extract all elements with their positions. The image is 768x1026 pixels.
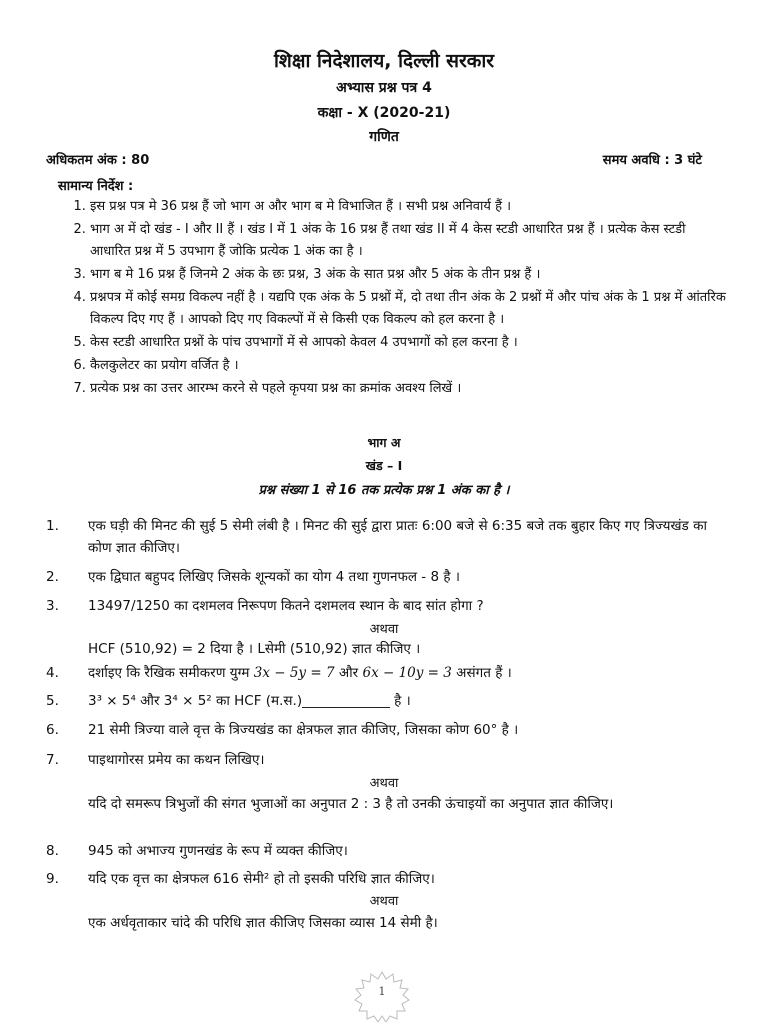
part-heading: भाग अ <box>367 435 401 450</box>
question-number: 1. <box>46 518 59 534</box>
instruction-item: 2. भाग अ में दो खंड - I और II हैं । खंड I में 1 अंक के 16 प्रश्न हैं तथा खंड II में 4 केस स्टडी आधारित प्रश्न हैं । प्रत्येक केस स्टडी आधारित प्रश्न में 5 उपभाग हैं जोकि प्रत्येक 1 अंक का है । <box>90 219 730 263</box>
equation-1: 3x − 5y = 7 <box>253 665 335 681</box>
instruction-item: 5. केस स्टडी आधारित प्रश्नों के पांच उपभागों में से आपको केवल 4 उपभागों को हल करना है । <box>90 332 730 354</box>
question-number: 3. <box>46 598 59 614</box>
question-number: 8. <box>46 843 59 859</box>
general-instructions-list <box>68 196 730 401</box>
question-number: 4. <box>46 665 59 681</box>
alternate-question: यदि दो समरूप त्रिभुजों की संगत भुजाओं का अनुपात 2 : 3 है तो उनकी ऊंचाइयों का अनुपात ज्ञात कीजिए। <box>88 796 614 812</box>
org-title: शिक्षा निदेशालय, दिल्ली सरकार <box>273 50 495 72</box>
question-text: एक द्विघात बहुपद लिखिए जिसके शून्यकों का योग 4 तथा गुणनफल - 8 है । <box>88 569 460 585</box>
question-number: 9. <box>46 871 59 887</box>
khand-heading: खंड – I <box>365 458 403 473</box>
class-title: कक्षा - X (2020-21) <box>317 105 451 121</box>
section-note: प्रश्न संख्या 1 से 16 तक प्रत्येक प्रश्न 1 अंक का है । <box>258 483 510 498</box>
paper-title: अभ्यास प्रश्न पत्र 4 <box>336 80 432 96</box>
subject-title: गणित <box>369 129 399 145</box>
instruction-item: 6. कैलकुलेटर का प्रयोग वर्जित है । <box>90 355 730 377</box>
question-text-mid: और <box>338 665 359 681</box>
question-text: एक घड़ी की मिनट की सुई 5 सेमी लंबी है । मिनट की सुई द्वारा प्रातः 6:00 बजे से 6:35 बजे तक बुहार किए गए त्रिज्यखंड का कोण ज्ञात कीजिए। <box>88 518 707 556</box>
time-duration: समय अवधि : 3 घंटे <box>602 153 702 168</box>
general-instructions-title: सामान्य निर्देश : <box>58 179 134 194</box>
question-number: 5. <box>46 693 59 709</box>
question-text-post: असंगत हैं । <box>456 665 512 681</box>
max-marks: अधिकतम अंक : 80 <box>46 153 150 168</box>
page-number-badge <box>352 970 412 1022</box>
alternate-question: एक अर्धवृताकार चांदे की परिधि ज्ञात कीजिए जिसका व्यास 14 सेमी है। <box>88 915 438 931</box>
or-label: अथवा <box>369 894 399 909</box>
question-text: पाइथागोरस प्रमेय का कथन लिखिए। <box>88 752 265 768</box>
question-text: 13497/1250 का दशमलव निरूपण कितने दशमलव स्थान के बाद सांत होगा ? <box>88 598 484 614</box>
instruction-item: 7. प्रत्येक प्रश्न का उत्तर आरम्भ करने से पहले कृपया प्रश्न का क्रमांक अवश्य लिखें । <box>90 378 730 400</box>
question-text <box>88 662 728 684</box>
question-text: 21 सेमी त्रिज्या वाले वृत्त के त्रिज्यखंड का क्षेत्रफल ज्ञात कीजिए, जिसका कोण 60° है । <box>88 722 519 738</box>
instruction-item: 3. भाग ब मे 16 प्रश्न हैं जिनमे 2 अंक के छः प्रश्न, 3 अंक के सात प्रश्न और 5 अंक के तीन प्रश्न हैं । <box>90 264 730 286</box>
question-text: यदि एक वृत्त का क्षेत्रफल 616 सेमी² हो तो इसकी परिधि ज्ञात कीजिए। <box>88 871 435 887</box>
question-number: 6. <box>46 722 59 738</box>
or-label: अथवा <box>369 622 399 637</box>
question-text: 3³ × 5⁴ और 3⁴ × 5² का HCF (म.स.)_____________ है । <box>88 693 411 709</box>
question-text-pre: दर्शाइए कि रैखिक समीकरण युग्म <box>88 665 250 681</box>
alternate-question: HCF (510,92) = 2 दिया है । Lसेमी (510,92) ज्ञात कीजिए । <box>88 641 421 657</box>
page-number: 1 <box>378 985 386 998</box>
or-label: अथवा <box>369 776 399 791</box>
instruction-item: 4. प्रश्नपत्र में कोई समग्र विकल्प नहीं है । यद्यपि एक अंक के 5 प्रश्नों में, दो तथा तीन अंक के 2 प्रश्नों में और पांच अंक के 1 प्रश्न में आंतरिक विकल्प दिए गए हैं । आपको दिए गए विकल्पों में से किसी एक विकल्प को हल करना है । <box>90 287 730 331</box>
instruction-item: 1. इस प्रश्न पत्र मे 36 प्रश्न हैं जो भाग अ और भाग ब मे विभाजित हैं । सभी प्रश्न अनिवार्य हैं । <box>90 196 730 218</box>
question-number: 7. <box>46 752 59 768</box>
equation-2: 6x − 10y = 3 <box>362 665 452 681</box>
question-text: 945 को अभाज्य गुणनखंड के रूप में व्यक्त कीजिए। <box>88 843 348 859</box>
question-number: 2. <box>46 569 59 585</box>
